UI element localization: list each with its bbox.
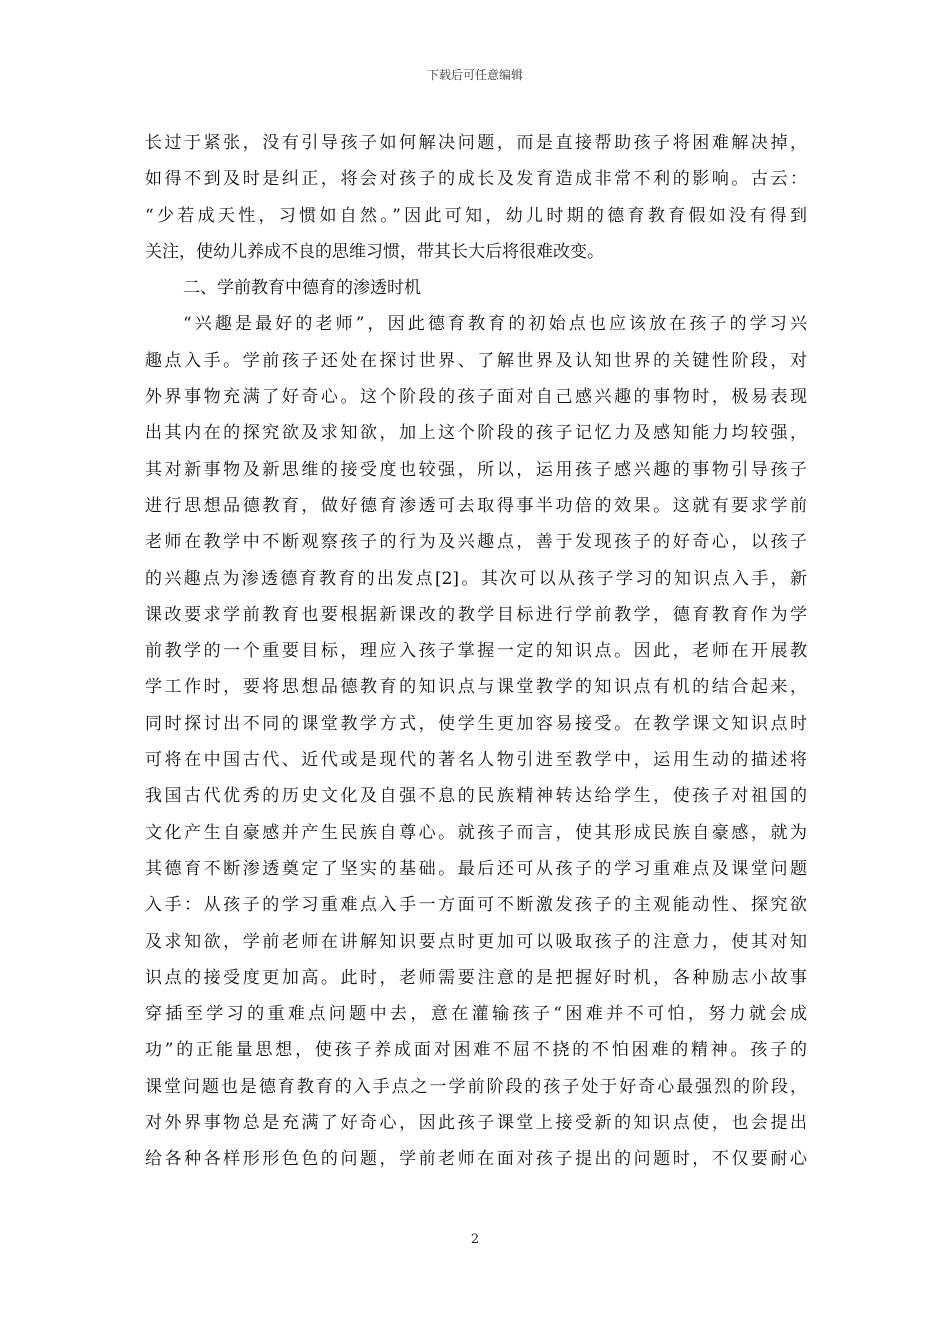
text-line: 老师在教学中不断观察孩子的行为及兴趣点，善于发现孩子的好奇心，以孩子 bbox=[145, 532, 807, 553]
text-line: 识点的接受度更加高。此时，老师需要注意的是把握好时机，各种励志小故事 bbox=[145, 967, 807, 988]
text-line: 课改要求学前教育也要根据新课改的教学目标进行学前教学，德育教育作为学 bbox=[145, 604, 807, 625]
text-line: 课堂问题也是德育教育的入手点之一学前阶段的孩子处于好奇心最强烈的阶段， bbox=[145, 1076, 807, 1097]
text-line: 趣点入手。学前孩子还处在探讨世界、了解世界及认知世界的关键性阶段，对 bbox=[145, 350, 807, 371]
text-line: 给各种各样形形色色的问题，学前老师在面对孩子提出的问题时，不仅要耐心 bbox=[145, 1149, 807, 1170]
text-line: 我国古代优秀的历史文化及自强不息的民族精神转达给学生，使孩子对祖国的 bbox=[145, 786, 807, 807]
text-line: “少若成天性，习惯如自然。”因此可知，幼儿时期的德育教育假如没有得到 bbox=[145, 205, 807, 226]
text-line: 学工作时，要将思想品德教育的知识点与课堂教学的知识点有机的结合起来， bbox=[145, 677, 807, 698]
text-line: 出其内在的探究欲及求知欲，加上这个阶段的孩子记忆力及感知能力均较强， bbox=[145, 423, 807, 444]
text-line: 前教学的一个重要目标，理应入孩子掌握一定的知识点。因此，老师在开展教 bbox=[145, 641, 807, 662]
paragraph-1 bbox=[145, 125, 807, 270]
text-line: 如得不到及时是纠正，将会对孩子的成长及发育造成非常不利的影响。古云： bbox=[145, 169, 807, 190]
section-heading: 二、学前教育中德育的渗透时机 bbox=[183, 278, 421, 299]
text-line: 文化产生自豪感并产生民族自尊心。就孩子而言，使其形成民族自豪感，就为 bbox=[145, 822, 807, 843]
text-line: 及求知欲，学前老师在讲解知识要点时更加可以吸取孩子的注意力，使其对知 bbox=[145, 931, 807, 952]
text-line: 同时探讨出不同的课堂教学方式，使学生更加容易接受。在教学课文知识点时 bbox=[145, 713, 807, 734]
text-line: 对外界事物总是充满了好奇心，因此孩子课堂上接受新的知识点使，也会提出 bbox=[145, 1113, 807, 1134]
text-line: 关注，使幼儿养成不良的思维习惯，带其长大后将很难改变。 bbox=[145, 241, 604, 262]
page-header: 下载后可任意编辑 bbox=[426, 68, 523, 82]
text-line: 其对新事物及新思维的接受度也较强，所以，运用孩子感兴趣的事物引导孩子 bbox=[145, 459, 807, 480]
paragraph-2 bbox=[145, 306, 807, 1177]
text-line: 其德育不断渗透奠定了坚实的基础。最后还可从孩子的学习重难点及课堂问题 bbox=[145, 858, 807, 879]
text-line: 穿插至学习的重难点问题中去，意在灌输孩子“困难并不可怕，努力就会成 bbox=[145, 1004, 807, 1025]
document-body bbox=[145, 125, 807, 1178]
text-line: 入手：从孩子的学习重难点入手一方面可不断激发孩子的主观能动性、探究欲 bbox=[145, 895, 807, 916]
text-line: 的兴趣点为渗透德育教育的出发点[2]。其次可以从孩子学习的知识点入手，新 bbox=[145, 568, 807, 589]
text-line: “兴趣是最好的老师”，因此德育教育的初始点也应该放在孩子的学习兴 bbox=[183, 314, 807, 335]
text-line: 外界事物充满了好奇心。这个阶段的孩子面对自己感兴趣的事物时，极易表现 bbox=[145, 387, 807, 408]
text-line: 长过于紧张，没有引导孩子如何解决问题，而是直接帮助孩子将困难解决掉， bbox=[145, 133, 807, 153]
page-number: 2 bbox=[470, 1232, 480, 1247]
text-line: 功”的正能量思想，使孩子养成面对困难不屈不挠的不怕困难的精神。孩子的 bbox=[145, 1040, 807, 1061]
text-line: 进行思想品德教育，做好德育渗透可去取得事半功倍的效果。这就有要求学前 bbox=[145, 495, 807, 516]
text-line: 可将在中国古代、近代或是现代的著名人物引进至教学中，运用生动的描述将 bbox=[145, 750, 807, 771]
